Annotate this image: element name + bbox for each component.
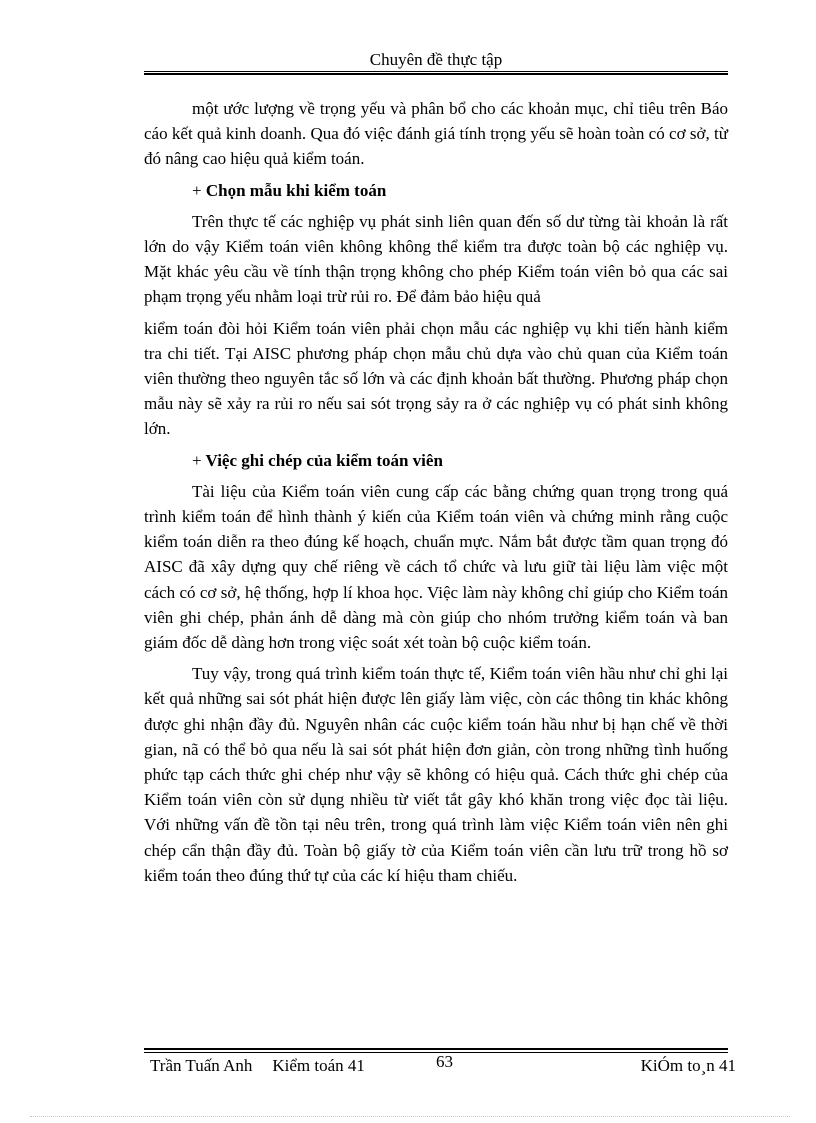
heading-bullet: + (192, 180, 202, 200)
footer-class: Kiểm toán 41 (272, 1056, 365, 1075)
heading-bullet: + (192, 450, 202, 470)
footer-divider-thick (144, 1048, 728, 1050)
paragraph: Tuy vậy, trong quá trình kiểm toán thực tế, Kiểm toán viên hầu như chỉ ghi lại kết quả những sai sót phát hiện được lên giấy làm việc, còn các thông tin khác không được ghi nhận đầy đủ. Nguyên nhân các cuộc kiểm toán hầu như bị hạn chế về thời gian, nã có thể bỏ qua nếu là sai sót phát hiện đơn giản, còn trong những tình huống phức tạp cách thức ghi chép như vậy sẽ không có hiệu quả. Cách thức ghi chép của Kiểm toán viên còn sử dụng nhiều từ viết tắt gây khó khăn trong việc đọc tài liệu. Với những vấn đề tồn tại nêu trên, trong quá trình làm việc Kiểm toán viên nên ghi chép cẩn thận đầy đủ. Toàn bộ giấy tờ của Kiểm toán viên cần lưu trữ trong hồ sơ kiểm toán theo đúng thứ tự của các kí hiệu tham chiếu. (144, 664, 728, 885)
section-heading (144, 178, 728, 203)
paragraph: Trên thực tế các nghiệp vụ phát sinh liên quan đến số dư từng tài khoản là rất lớn do vậy Kiểm toán viên không không thể kiểm tra được toàn bộ các nghiệp vụ. Mặt khác yêu cầu về tính thận trọng không cho phép Kiểm toán viên bỏ qua các sai phạm trọng yếu nhằm loại trừ rủi ro. Để đảm bảo hiệu quả (144, 211, 728, 307)
heading-text: Chọn mẫu khi kiểm toán (205, 180, 387, 200)
paragraph: kiểm toán đòi hỏi Kiểm toán viên phải chọn mẫu các nghiệp vụ khi tiến hành kiểm tra chi tiết. Tại AISC phương pháp chọn mẫu chủ dựa vào chủ quan của Kiểm toán viên thường theo nguyên tắc số lớn và các định khoản bất thường. Phương pháp chọn mẫu này sẽ xảy ra rủi ro nếu sai sót trọng sảy ra ở các nghiệp vụ có phát sinh không lớn. (144, 318, 728, 439)
paragraph: một ước lượng về trọng yếu và phân bổ cho các khoản mục, chỉ tiêu trên Báo cáo kết quả kinh doanh. Qua đó việc đánh giá tính trọng yếu sẽ hoàn toàn có cơ sở, từ đó nâng cao hiệu quả kiểm toán. (144, 99, 728, 169)
footer-right-text: KiÓm to¸n 41 (640, 1056, 736, 1075)
paragraph: Tài liệu của Kiểm toán viên cung cấp các bằng chứng quan trọng trong quá trình kiểm toán để hình thành ý kiến của Kiểm toán viên và chứng minh rằng cuộc kiểm toán diễn ra theo đúng kế hoạch, chuẩn mực. Nắm bắt được tầm quan trọng đó AISC đã xây dựng quy chế riêng về cách tổ chức và lưu giữ tài liệu làm việc một cách có cơ sở, hệ thống, hợp lí khoa học. Việc làm này không chỉ giúp cho Kiểm toán viên ghi chép, phản ánh dễ dàng mà còn giúp cho nhóm trưởng kiểm toán và ban giám đốc dễ dàng hơn trong việc soát xét toàn bộ cuộc kiểm toán. (144, 481, 728, 653)
document-body (144, 96, 728, 894)
page-number: 63 (436, 1052, 453, 1071)
section-heading (144, 448, 728, 473)
footer-author: Trần Tuấn Anh (150, 1056, 253, 1075)
page-bottom-border (30, 1116, 790, 1117)
page-header-title: Chuyên đề thực tập (369, 50, 503, 69)
heading-text: Việc ghi chép của kiểm toán viên (205, 450, 443, 470)
header-divider-thick (144, 73, 728, 75)
header-divider (144, 71, 728, 72)
footer-author-block (150, 1056, 365, 1076)
